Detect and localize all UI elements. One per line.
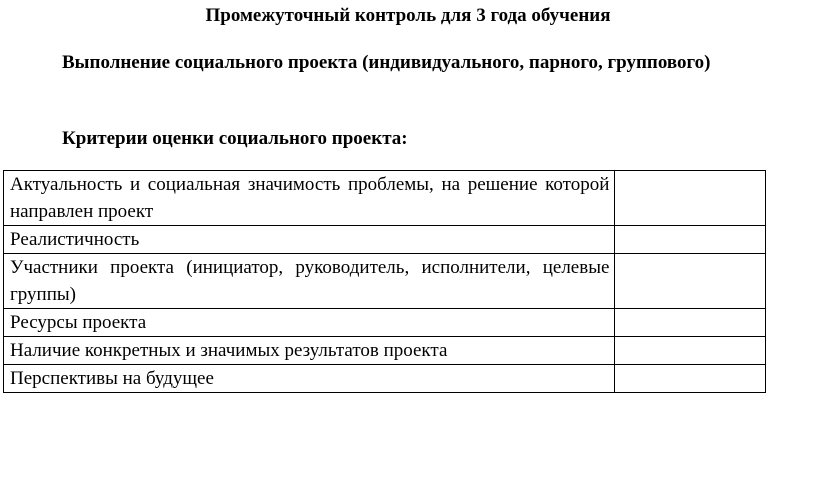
table-row bbox=[4, 365, 766, 393]
table-row bbox=[4, 254, 766, 309]
score-cell bbox=[615, 309, 766, 337]
criterion-cell: Реалистичность bbox=[4, 226, 615, 254]
score-cell bbox=[615, 171, 766, 226]
criteria-table bbox=[3, 170, 766, 393]
criterion-cell: Ресурсы проекта bbox=[4, 309, 615, 337]
criterion-cell: Перспективы на будущее bbox=[4, 365, 615, 393]
table-row bbox=[4, 226, 766, 254]
table-row bbox=[4, 171, 766, 226]
document-title: Промежуточный контроль для 3 года обучения bbox=[205, 5, 611, 26]
task-description: Выполнение социального проекта (индивидуального, парного, группового) bbox=[62, 52, 711, 73]
table-row bbox=[4, 309, 766, 337]
criteria-heading: Критерии оценки социального проекта: bbox=[62, 128, 408, 149]
criterion-cell: Участники проекта (инициатор, руководитель, исполнители, целевые группы) bbox=[4, 254, 615, 309]
score-cell bbox=[615, 226, 766, 254]
score-cell bbox=[615, 365, 766, 393]
criterion-cell: Наличие конкретных и значимых результатов проекта bbox=[4, 337, 615, 365]
criterion-cell: Актуальность и социальная значимость проблемы, на решение которой направлен проект bbox=[4, 171, 615, 226]
score-cell bbox=[615, 254, 766, 309]
score-cell bbox=[615, 337, 766, 365]
table-row bbox=[4, 337, 766, 365]
